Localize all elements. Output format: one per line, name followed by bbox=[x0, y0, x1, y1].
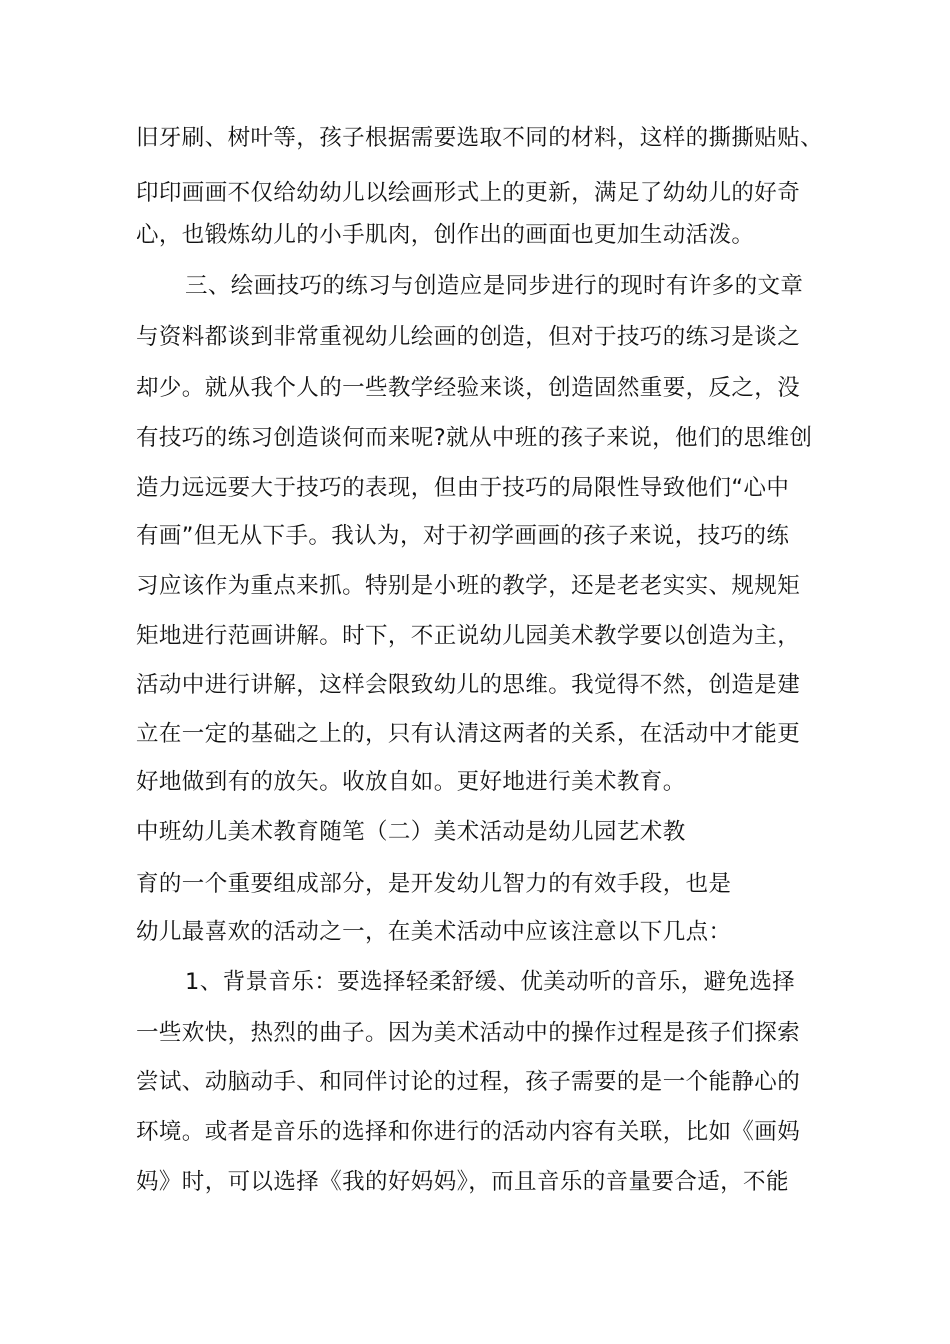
text-line: 好地做到有的放矢。收放自如。更好地进行美术教育。 bbox=[136, 769, 686, 795]
text-line: 有画”但无从下手。我认为，对于初学画画的孩子来说，技巧的练 bbox=[136, 523, 790, 549]
text-line: 与资料都谈到非常重视幼儿绘画的创造，但对于技巧的练习是谈之 bbox=[136, 324, 801, 350]
text-line: 环境。或者是音乐的选择和你进行的活动内容有关联，比如《画妈 bbox=[136, 1119, 801, 1145]
text-line: 妈》时，可以选择《我的好妈妈》，而且音乐的音量要合适，不能 bbox=[136, 1169, 789, 1195]
text-line: 育的一个重要组成部分，是开发幼儿智力的有效手段，也是 bbox=[136, 871, 732, 897]
text-line: 尝试、动脑动手、和同伴讨论的过程，孩子需要的是一个能静心的 bbox=[136, 1069, 801, 1095]
text-line: 一些欢快，热烈的曲子。因为美术活动中的操作过程是孩子们探索 bbox=[136, 1020, 801, 1046]
text-line: 造力远远要大于技巧的表现，但由于技巧的局限性导致他们“心中 bbox=[136, 475, 790, 501]
text-line: 有技巧的练习创造谈何而来呢?就从中班的孩子来说，他们的思维创 bbox=[136, 425, 813, 451]
paragraph-start-line: 三、绘画技巧的练习与创造应是同步进行的现时有许多的文章 bbox=[185, 273, 804, 299]
text-line: 活动中进行讲解，这样会限致幼儿的思维。我觉得不然，创造是建 bbox=[136, 672, 801, 698]
text-line: 习应该作为重点来抓。特别是小班的教学，还是老老实实、规规矩 bbox=[136, 573, 801, 599]
text-line: 却少。就从我个人的一些教学经验来谈，创造固然重要，反之，没 bbox=[136, 375, 801, 401]
text-line: 旧牙刷、树叶等，孩子根据需要选取不同的材料，这样的撕撕贴贴、 bbox=[136, 125, 824, 151]
text-line: 幼儿最喜欢的活动之一，在美术活动中应该注意以下几点： bbox=[136, 919, 732, 945]
text-line: 心，也锻炼幼儿的小手肌肉，创作出的画面也更加生动活泼。 bbox=[136, 222, 755, 248]
paragraph-start-line: 1、背景音乐：要选择轻柔舒缓、优美动听的音乐，避免选择 bbox=[185, 969, 796, 995]
text-line: 印印画画不仅给幼幼儿以绘画形式上的更新，满足了幼幼儿的好奇 bbox=[136, 180, 801, 206]
text-line: 立在一定的基础之上的，只有认清这两者的关系，在活动中才能更 bbox=[136, 721, 801, 747]
text-line: 矩地进行范画讲解。时下，不正说幼儿园美术教学要以创造为主， bbox=[136, 623, 801, 649]
section-heading-line: 中班幼儿美术教育随笔（二）美术活动是幼儿园艺术教 bbox=[136, 819, 686, 845]
